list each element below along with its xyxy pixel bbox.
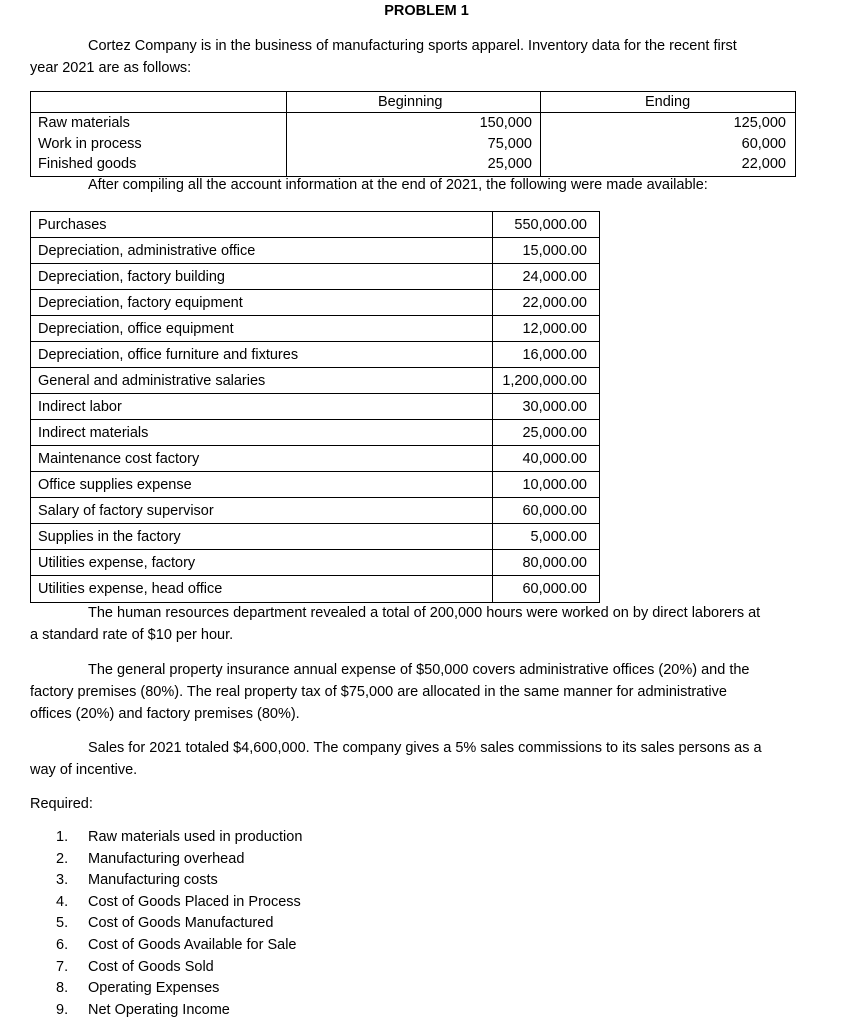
list-text: Cost of Goods Sold: [88, 958, 214, 975]
account-value: 16,000.00: [522, 347, 587, 363]
list-number: 8.: [56, 980, 69, 997]
account-row: [31, 498, 599, 524]
account-value: 25,000.00: [522, 425, 587, 441]
inventory-row-label: Work in process: [38, 136, 142, 152]
insurance-paragraph: [30, 659, 800, 725]
list-number: 1.: [56, 829, 69, 845]
account-label: Supplies in the factory: [38, 529, 181, 545]
account-label: Depreciation, administrative office: [38, 243, 256, 259]
account-row: [31, 394, 599, 420]
list-number: 6.: [56, 936, 69, 953]
inventory-row-ending: 60,000: [741, 136, 786, 152]
list-text: Cost of Goods Available for Sale: [88, 936, 297, 953]
list-item: [56, 935, 302, 957]
sales-line-1: Sales for 2021 totaled $4,600,000. The company gives a 5% sales commissions to its sales persons as a: [88, 740, 762, 756]
intro-line-1: Cortez Company is in the business of manufacturing sports apparel. Inventory data for the recent first: [88, 38, 737, 54]
list-item: [56, 870, 302, 892]
account-label: General and administrative salaries: [38, 373, 266, 389]
account-label: Utilities expense, head office: [38, 581, 223, 597]
account-value: 80,000.00: [522, 555, 587, 571]
list-number: 3.: [56, 872, 69, 889]
list-number: 5.: [56, 915, 69, 932]
list-item: [56, 913, 302, 935]
intro-paragraph: [30, 35, 800, 79]
account-label: Depreciation, factory building: [38, 269, 225, 285]
account-row: [31, 342, 599, 368]
list-number: 2.: [56, 850, 69, 867]
inventory-row-label: Finished goods: [38, 156, 137, 172]
sales-paragraph: [30, 737, 800, 781]
sales-line-2: way of incentive.: [30, 762, 138, 778]
insurance-line-1: The general property insurance annual expense of $50,000 covers administrative offices (20%) and the: [88, 662, 750, 678]
after-compiling-text: After compiling all the account information at the end of 2021, the following were made available:: [88, 177, 708, 193]
list-text: Raw materials used in production: [88, 829, 303, 845]
account-row: [31, 472, 599, 498]
inventory-row-beginning: 150,000: [479, 115, 532, 131]
list-number: 4.: [56, 893, 69, 910]
list-item: [56, 849, 302, 871]
list-item: [56, 1000, 302, 1022]
list-item: [56, 827, 302, 849]
account-row: [31, 368, 599, 394]
account-value: 40,000.00: [522, 451, 587, 467]
required-heading: Required:: [30, 796, 93, 812]
inventory-row-ending: 125,000: [733, 115, 786, 131]
account-row: [31, 550, 599, 576]
hr-line-2: a standard rate of $10 per hour.: [30, 627, 234, 643]
inventory-row-beginning: 75,000: [487, 136, 532, 152]
list-text: Cost of Goods Manufactured: [88, 915, 274, 932]
account-label: Depreciation, office furniture and fixtures: [38, 347, 299, 363]
account-label: Utilities expense, factory: [38, 555, 196, 571]
inventory-row-beginning: 25,000: [487, 156, 532, 172]
account-value: 60,000.00: [522, 503, 587, 519]
insurance-line-2: factory premises (80%). The real property tax of $75,000 are allocated in the same manner for administrative: [30, 684, 727, 700]
account-row: [31, 238, 599, 264]
account-value: 24,000.00: [522, 269, 587, 285]
list-text: Net Operating Income: [88, 1001, 230, 1018]
header-beginning: Beginning: [378, 94, 443, 110]
account-row: [31, 420, 599, 446]
account-row: [31, 446, 599, 472]
account-row: [31, 264, 599, 290]
list-number: 7.: [56, 958, 69, 975]
account-value: 15,000.00: [522, 243, 587, 259]
list-text: Manufacturing costs: [88, 872, 218, 889]
account-value: 10,000.00: [522, 477, 587, 493]
account-label: Depreciation, office equipment: [38, 321, 234, 337]
account-label: Indirect labor: [38, 399, 122, 415]
insurance-line-3: offices (20%) and factory premises (80%).: [30, 706, 300, 722]
account-label: Maintenance cost factory: [38, 451, 200, 467]
account-value: 12,000.00: [522, 321, 587, 337]
account-value: 1,200,000.00: [502, 373, 587, 389]
list-number: 9.: [56, 1001, 69, 1018]
account-value: 550,000.00: [514, 217, 587, 233]
intro-line-2: year 2021 are as follows:: [30, 60, 192, 76]
account-row: [31, 524, 599, 550]
list-text: Cost of Goods Placed in Process: [88, 893, 301, 910]
list-item: [56, 892, 302, 914]
account-label: Depreciation, factory equipment: [38, 295, 243, 311]
account-value: 60,000.00: [522, 581, 587, 597]
accounts-table: [30, 211, 600, 603]
account-label: Indirect materials: [38, 425, 149, 441]
page-title: PROBLEM 1: [384, 3, 469, 19]
account-value: 5,000.00: [530, 529, 587, 545]
inventory-table: [30, 91, 796, 177]
inventory-row-ending: 22,000: [741, 156, 786, 172]
header-ending: Ending: [645, 94, 691, 110]
account-row: [31, 316, 599, 342]
account-row: [31, 576, 599, 602]
account-label: Salary of factory supervisor: [38, 503, 214, 519]
account-label: Office supplies expense: [38, 477, 192, 493]
list-text: Operating Expenses: [88, 980, 220, 997]
list-item: [56, 957, 302, 979]
account-row: [31, 290, 599, 316]
list-text: Manufacturing overhead: [88, 850, 245, 867]
required-list: [56, 827, 302, 1021]
list-item: [56, 978, 302, 1000]
hr-paragraph: [30, 602, 800, 646]
hr-line-1: The human resources department revealed a total of 200,000 hours were worked on by direct laborers at: [88, 605, 761, 621]
inventory-row-label: Raw materials: [38, 115, 130, 131]
account-row: [31, 212, 599, 238]
account-label: Purchases: [38, 217, 107, 233]
account-value: 22,000.00: [522, 295, 587, 311]
account-value: 30,000.00: [522, 399, 587, 415]
